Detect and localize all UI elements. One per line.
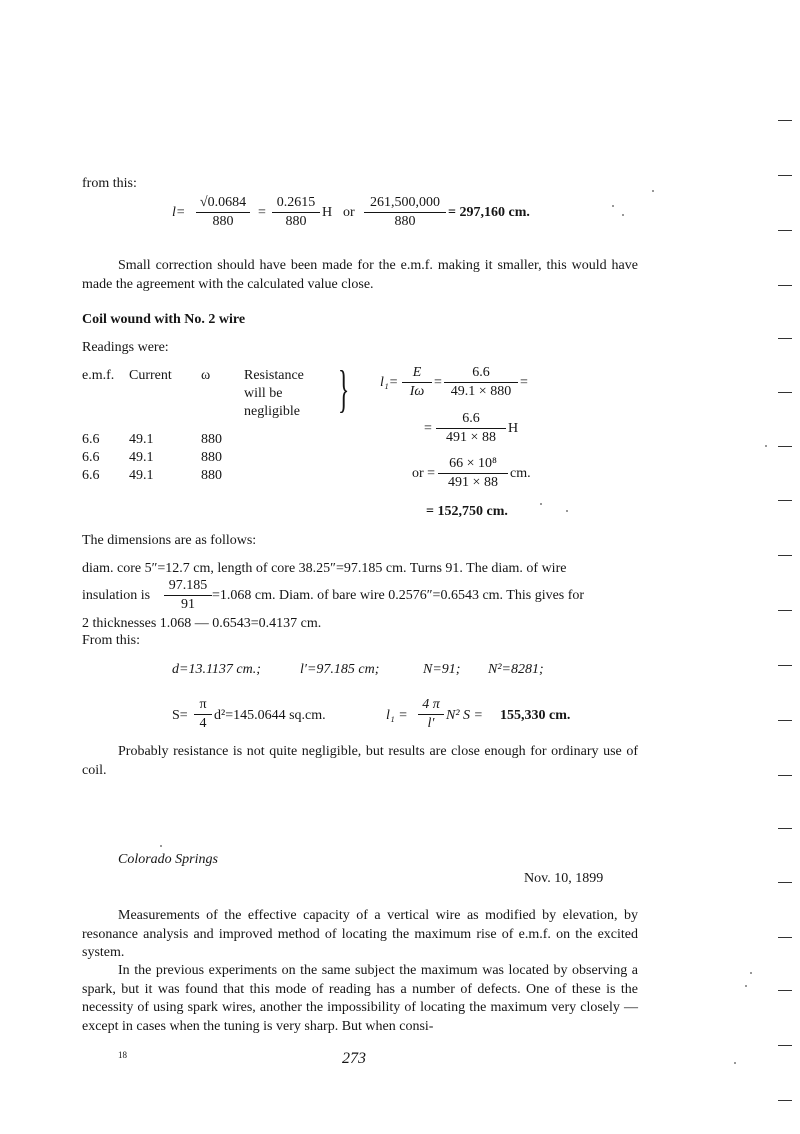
eq1-unit: H <box>322 205 333 220</box>
dimensions-label: The dimensions are as follows: <box>82 533 257 548</box>
table-header-emf: e.m.f. <box>82 368 115 383</box>
eq1-denominator-third: 880 <box>394 214 416 229</box>
eq1-or: or <box>343 205 355 220</box>
table-header-current: Current <box>129 368 172 383</box>
area-rest: d²=145.0644 sq.cm. <box>214 708 326 723</box>
eq1-equals: = <box>258 205 266 220</box>
eq1-result: = 297,160 cm. <box>448 205 530 220</box>
eq1-denominator: 880 <box>212 214 234 229</box>
var-d: d=13.1137 cm.; <box>172 662 261 677</box>
page-number: 273 <box>342 1050 366 1067</box>
heading-coil-no2: Coil wound with No. 2 wire <box>82 312 246 327</box>
calc-result: = 152,750 cm. <box>426 504 508 519</box>
calc-numerator-e: E <box>402 365 432 383</box>
intro-text: from this: <box>82 176 137 191</box>
eq1-numerator-second: 0.2615 <box>272 195 320 213</box>
dims-denominator: 91 <box>181 597 195 612</box>
induct-fraction <box>418 697 444 732</box>
calc-fraction-values <box>444 365 518 400</box>
calc-numerator-66e8: 66 × 10⁸ <box>438 456 508 474</box>
table-brace: } <box>338 361 350 418</box>
induct-result: 155,330 cm. <box>500 708 571 723</box>
eq1-denominator-second: 880 <box>285 214 307 229</box>
dims-line1: diam. core 5″=12.7 cm, length of core 38.25″=97.185 cm. Turns 91. The diam. of wire <box>82 561 567 576</box>
calc-denominator-iw: Iω <box>409 384 425 399</box>
paragraph-probably: Probably resistance is not quite negligible, but results are close enough for ordinary use of coil. <box>82 744 638 778</box>
readings-label: Readings were: <box>82 340 169 355</box>
eq1-fraction-second <box>272 195 320 230</box>
calc-l1: l₁= <box>380 375 399 390</box>
calc-unit-h: H <box>508 421 519 436</box>
eq1-numerator-root: √0.0684 <box>196 195 250 213</box>
calc-or-equals: or = <box>412 466 436 481</box>
paragraph-measurements: Measurements of the effective capacity of a vertical wire as modified by elevation, by resonance analysis and improved method of locating the maximum rise of e.m.f. on the excited system. <box>82 908 638 960</box>
calc-denominator-491-880: 49.1 × 880 <box>450 384 512 399</box>
var-n-squared: N²=8281; <box>488 662 544 677</box>
eq1-numerator-third: 261,500,000 <box>364 195 446 213</box>
var-l-prime: l′=97.185 cm; <box>300 662 380 677</box>
place-heading: Colorado Springs <box>118 852 218 867</box>
table-row1-omega: 880 <box>201 432 222 447</box>
calc-numerator-66: 6.6 <box>444 365 518 383</box>
calc-fraction-cm <box>438 456 508 491</box>
calc-denominator-491-88-second: 491 × 88 <box>448 475 498 490</box>
eq1-lhs: l= <box>172 205 186 220</box>
dims-numerator: 97.185 <box>164 578 212 596</box>
table-row3-current: 49.1 <box>129 468 154 483</box>
calc-unit-cm: cm. <box>510 466 531 481</box>
table-row2-current: 49.1 <box>129 450 154 465</box>
dims-insulation-suffix: =1.068 cm. Diam. of bare wire 0.2576″=0.6543 cm. This gives for <box>212 588 585 603</box>
entry-date: Nov. 10, 1899 <box>524 871 604 886</box>
area-lhs: S= <box>172 708 188 723</box>
table-note-line1: Resistance <box>244 368 304 383</box>
table-row2-omega: 880 <box>201 450 222 465</box>
paragraph-correction: Small correction should have been made for the e.m.f. making it smaller, this would have made the agreement with the calculated value close. <box>82 258 638 292</box>
calc-fraction-h <box>436 411 506 446</box>
dims-line3: 2 thicknesses 1.068 — 0.6543=0.4137 cm. <box>82 616 322 631</box>
induct-lhs: l₁ = <box>386 708 408 723</box>
calc-denominator-491-88: 491 × 88 <box>446 430 496 445</box>
induct-numerator: 4 π <box>418 697 444 715</box>
area-denominator-4: 4 <box>199 716 207 731</box>
area-numerator-pi: π <box>194 697 212 715</box>
calc-numerator-66-second: 6.6 <box>436 411 506 429</box>
table-note-line2: will be <box>244 386 283 401</box>
calc-equals-c: = <box>424 421 432 436</box>
induct-rest: N² S = <box>446 708 483 723</box>
area-fraction-pi-4 <box>194 697 212 732</box>
from-this-label: From this: <box>82 633 140 648</box>
calc-equals-a: = <box>434 375 442 390</box>
paragraph-previous-experiments: In the previous experiments on the same subject the maximum was located by observing a spark, but it was found that this mode of reading has a number of defects. One of these is the necessity of using spark wires, another the impossibility of locating the maximum very closely — except in cases when the tuning is very sharp. But when consi- <box>82 963 638 1034</box>
var-n: N=91; <box>423 662 461 677</box>
table-row2-emf: 6.6 <box>82 450 100 465</box>
calc-equals-b: = <box>520 375 528 390</box>
eq1-fraction-third <box>364 195 446 230</box>
signature-mark: 18 <box>118 1050 127 1060</box>
calc-fraction-e-iw <box>402 365 432 400</box>
table-note-line3: negligible <box>244 404 300 419</box>
table-row3-omega: 880 <box>201 468 222 483</box>
table-row3-emf: 6.6 <box>82 468 100 483</box>
eq1-fraction-root <box>196 195 250 230</box>
table-row1-emf: 6.6 <box>82 432 100 447</box>
table-row1-current: 49.1 <box>129 432 154 447</box>
induct-denominator: l′ <box>427 716 435 731</box>
dims-insulation-prefix: insulation is <box>82 588 151 603</box>
table-header-omega: ω <box>201 368 211 383</box>
dims-fraction-insulation <box>164 578 212 613</box>
